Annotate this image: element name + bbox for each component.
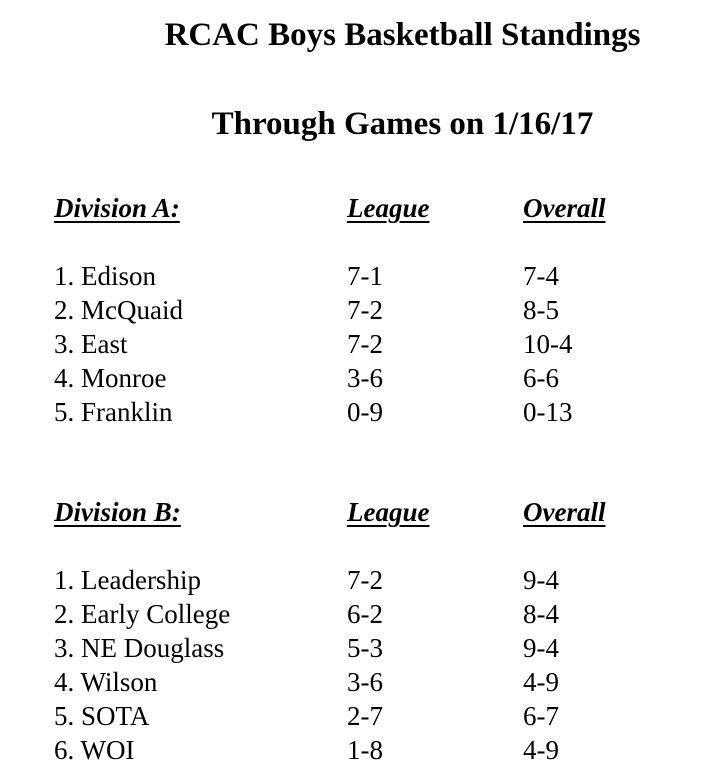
overall-record: 9-4 bbox=[523, 565, 559, 595]
league-record: 7-1 bbox=[347, 261, 383, 291]
league-record: 7-2 bbox=[347, 565, 383, 595]
division-a-section bbox=[0, 190, 701, 445]
standings-row bbox=[0, 293, 701, 327]
standings-row bbox=[0, 733, 701, 767]
team-name: 3. NE Douglass bbox=[54, 633, 225, 663]
team-name: 3. East bbox=[54, 329, 128, 359]
division-a-header bbox=[0, 190, 701, 226]
team-name: 1. Leadership bbox=[54, 565, 201, 595]
team-name: 1. Edison bbox=[54, 261, 157, 291]
standings-row bbox=[0, 699, 701, 733]
standings-row bbox=[0, 563, 701, 597]
division-a-league-header: League bbox=[347, 193, 430, 223]
league-record: 5-3 bbox=[347, 633, 383, 663]
division-b-overall-header: Overall bbox=[523, 497, 606, 527]
league-record: 1-8 bbox=[347, 735, 383, 765]
league-record: 7-2 bbox=[347, 295, 383, 325]
division-b-header bbox=[0, 494, 701, 530]
standings-row bbox=[0, 665, 701, 699]
team-name: 5. Franklin bbox=[54, 397, 173, 427]
team-name: 4. Monroe bbox=[54, 363, 167, 393]
league-record: 3-6 bbox=[347, 667, 383, 697]
overall-record: 9-4 bbox=[523, 633, 559, 663]
page-subtitle: Through Games on 1/16/17 bbox=[211, 106, 594, 142]
standings-row bbox=[0, 597, 701, 631]
overall-record: 0-13 bbox=[523, 397, 573, 427]
overall-record: 4-9 bbox=[523, 735, 559, 765]
division-b-standings bbox=[0, 563, 701, 767]
team-name: 2. McQuaid bbox=[54, 295, 183, 325]
team-name: 4. Wilson bbox=[54, 667, 158, 697]
standings-row bbox=[0, 395, 701, 429]
division-a-standings bbox=[0, 259, 701, 429]
overall-record: 10-4 bbox=[523, 329, 573, 359]
team-name: 2. Early College bbox=[54, 599, 231, 629]
team-name: 5. SOTA bbox=[54, 701, 150, 731]
standings-row bbox=[0, 259, 701, 293]
league-record: 3-6 bbox=[347, 363, 383, 393]
team-name: 6. WOI bbox=[54, 735, 135, 765]
overall-record: 8-4 bbox=[523, 599, 559, 629]
page-title: RCAC Boys Basketball Standings bbox=[164, 17, 641, 53]
overall-record: 4-9 bbox=[523, 667, 559, 697]
league-record: 0-9 bbox=[347, 397, 383, 427]
division-b-section bbox=[0, 494, 701, 783]
overall-record: 6-7 bbox=[523, 701, 559, 731]
league-record: 7-2 bbox=[347, 329, 383, 359]
overall-record: 7-4 bbox=[523, 261, 559, 291]
league-record: 2-7 bbox=[347, 701, 383, 731]
division-b-heading: Division B: bbox=[54, 497, 181, 527]
league-record: 6-2 bbox=[347, 599, 383, 629]
standings-row bbox=[0, 361, 701, 395]
overall-record: 8-5 bbox=[523, 295, 559, 325]
standings-row bbox=[0, 631, 701, 665]
division-a-heading: Division A: bbox=[54, 193, 180, 223]
division-b-league-header: League bbox=[347, 497, 430, 527]
division-a-overall-header: Overall bbox=[523, 193, 606, 223]
standings-row bbox=[0, 327, 701, 361]
overall-record: 6-6 bbox=[523, 363, 559, 393]
